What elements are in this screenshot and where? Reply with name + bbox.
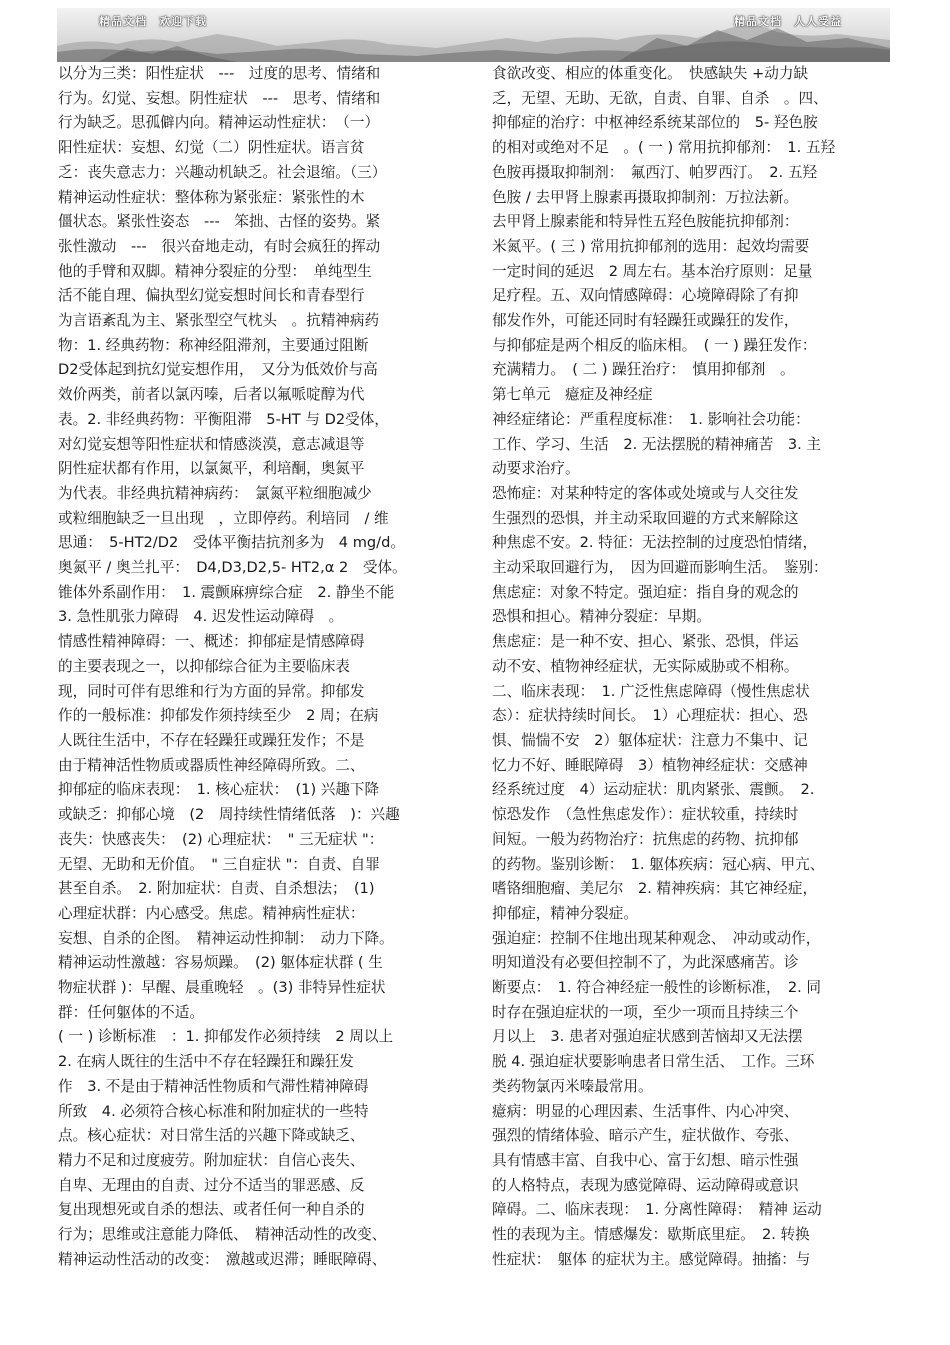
- text-line: 性症状： 躯体 的症状为主。感觉障碍。抽搐：与: [492, 1250, 811, 1268]
- text-line: 丧失：快感丧失： (2) 心理症状： " 三无症状 "：: [58, 830, 384, 848]
- text-line: 对幻觉妄想等阳性症状和情感淡漠，意志减退等: [58, 435, 365, 453]
- text-line: 郁发作外，可能还同时有轻躁狂或躁狂的发作，: [492, 312, 799, 330]
- text-line: 一定时间的延迟 2 周左右。基本治疗原则：足量: [492, 262, 813, 280]
- text-line: 精神运动性活动的改变： 激越或迟滞；睡眠障碍、: [58, 1250, 387, 1268]
- text-line: 效价两类，前者以氯丙嗪，后者以氟哌啶醇为代: [58, 386, 365, 404]
- text-line: 张性激动 --- 很兴奋地走动，有时会疯狂的挥动: [58, 237, 381, 255]
- text-line: 甚至自杀。 2. 附加症状：自责、自杀想法； (1): [58, 880, 375, 898]
- banner-right-caption: 精品文档 人人受益: [734, 15, 842, 28]
- text-line: 乏：丧失意志力：兴趣动机缺乏。社会退缩。（三）: [58, 163, 387, 181]
- text-line: 僵状态。紧张性姿态 --- 笨拙、古怪的姿势。紧: [58, 213, 381, 231]
- text-line: 2. 在病人既往的生活中不存在轻躁狂和躁狂发: [58, 1053, 354, 1071]
- text-line: 心理症状群：内心感受。焦虑。精神病性症状：: [58, 904, 365, 922]
- text-line: 情感性精神障碍：一、概述：抑郁症是情感障碍: [58, 633, 365, 651]
- text-line: 食欲改变、相应的体重变化。 快感缺失 +动力缺: [492, 65, 809, 82]
- text-line: 人既往生活中，不存在轻躁狂或躁狂发作；不是: [58, 731, 365, 749]
- text-line: 神经症绪论：严重程度标准： 1. 影响社会功能：: [492, 410, 810, 428]
- text-line: 二、临床表现： 1. 广泛性焦虑障碍（慢性焦虑状: [492, 682, 810, 700]
- text-line: 类药物氯丙米嗪最常用。: [492, 1077, 653, 1095]
- text-line: 精神运动性症状：整体称为紧张症：紧张性的木: [58, 188, 365, 206]
- text-line: 行为；思维或注意能力降低、 精神活动性的改变、: [58, 1226, 387, 1244]
- text-line: 或粒细胞缺乏一旦出现 ，立即停药。利培同 / 维: [58, 509, 389, 527]
- text-line: 断要点： 1. 符合神经症一般性的诊断标准， 2. 同: [492, 979, 821, 997]
- text-line: 强烈的情绪体验、暗示产生，症状做作、夸张、: [492, 1127, 799, 1145]
- text-line: 恐怖症：对某种特定的客体或处境或与人交往发: [492, 484, 799, 502]
- text-line: 精神运动性激越：容易烦躁。 (2) 躯体症状群 ( 生: [58, 954, 383, 972]
- text-line: 惊恐发作 （急性焦虑发作）：症状较重，持续时: [492, 806, 799, 824]
- text-line: 抑郁症，精神分裂症。: [492, 904, 638, 922]
- text-line: 以分为三类：阳性症状 --- 过度的思考、情绪和: [58, 65, 381, 82]
- text-line: 色胺再摄取抑制剂： 氟西汀、帕罗西汀。 2. 五羟: [492, 163, 818, 181]
- left-text-column: [58, 62, 460, 1272]
- text-line: D2受体起到抗幻觉妄想作用， 又分为低效价与高: [58, 361, 378, 379]
- text-line: 的主要表现之一，以抑郁综合征为主要临床表: [58, 657, 350, 675]
- text-line: 生强烈的恐惧，并主动采取回避的方式来解除这: [492, 509, 799, 527]
- text-line: 抑郁症的临床表现： 1. 核心症状： (1) 兴趣下降: [58, 781, 380, 799]
- text-line: 或缺乏：抑郁心境 (2 周持续性情绪低落 )：兴趣: [58, 806, 400, 824]
- text-line: 时存在强迫症状的一项，至少一项而且持续三个: [492, 1003, 799, 1021]
- text-line: 点。核心症状：对日常生活的兴趣下降或缺乏、: [58, 1127, 365, 1145]
- text-line: 癔病：明显的心理因素、生活事件、内心冲突、: [492, 1102, 799, 1120]
- text-line: 现，同时可伴有思维和行为方面的异常。抑郁发: [58, 682, 365, 700]
- text-line: 群：任何躯体的不适。: [58, 1003, 204, 1021]
- text-line: 第七单元 癔症及神经症: [492, 386, 653, 404]
- text-line: 的相对或绝对不足 。( 一 ) 常用抗抑郁剂： 1. 五羟: [492, 139, 836, 157]
- text-line: 障碍。二、临床表现： 1. 分离性障碍： 精神 运动: [492, 1201, 822, 1219]
- text-line: 妄想、自杀的企图。 精神运动性抑制： 动力下降。: [58, 929, 394, 947]
- text-line: 动不安、植物神经症状，无实际威胁或不相称。: [492, 657, 799, 675]
- text-line: 行为缺乏。思孤僻内向。精神运动性症状： （一）: [58, 114, 380, 132]
- text-line: 经系统过度 4）运动症状：肌肉紧张、震颤。 2.: [492, 781, 815, 799]
- text-line: 充满精力。 ( 二 ) 躁狂治疗： 慎用抑郁剂 。: [492, 361, 795, 379]
- text-line: 米氮平。( 三 ) 常用抗抑郁剂的选用：起效均需要: [492, 237, 810, 255]
- text-line: 3. 急性肌张力障碍 4. 迟发性运动障碍 。: [58, 608, 344, 626]
- text-line: 阴性症状都有作用，以氯氮平，利培酮，奥氮平: [58, 460, 365, 478]
- text-line: 与抑郁症是两个相反的临床相。 ( 一 ) 躁狂发作：: [492, 336, 817, 354]
- text-line: 嗜铬细胞瘤、美尼尔 2. 精神疾病：其它神经症，: [492, 880, 818, 898]
- text-line: 明知道没有必要但控制不了，为此深感痛苦。诊: [492, 954, 799, 972]
- text-line: 主动采取回避行为， 因为回避而影响生活。 鉴别：: [492, 559, 828, 577]
- text-line: 复出现想死或自杀的想法、或者任何一种自杀的: [58, 1201, 365, 1219]
- text-line: 作 3. 不是由于精神活性物质和气滞性精神障碍: [58, 1077, 369, 1095]
- text-line: 思通： 5-HT2/D2 受体平衡拮抗剂多为 4 mg/d。: [58, 534, 405, 552]
- text-line: 为代表。非经典抗精神病药： 氯氮平粒细胞减少: [58, 484, 372, 502]
- text-line: 抑郁症的治疗：中枢神经系统某部位的 5- 羟色胺: [492, 114, 818, 132]
- text-line: 工作、学习、生活 2. 无法摆脱的精神痛苦 3. 主: [492, 435, 822, 453]
- text-line: 精力不足和过度疲劳。附加症状：自信心丧失、: [58, 1151, 365, 1169]
- text-line: 的药物。鉴别诊断： 1. 躯体疾病：冠心病、甲亢、: [492, 855, 825, 873]
- text-line: 物症状群 )：早醒、晨重晚轻 。(3) 非特异性症状: [58, 979, 386, 997]
- text-line: 种焦虑不安。2. 特征：无法控制的过度恐怕情绪，: [492, 534, 818, 552]
- text-line: 锥体外系副作用： 1. 震颤麻痹综合症 2. 静坐不能: [58, 583, 395, 601]
- text-line: 自卑、无理由的自责、过分不适当的罪恶感、反: [58, 1176, 365, 1194]
- text-line: 惧、惴惴不安 2）躯体症状：注意力不集中、记: [492, 731, 808, 749]
- right-text-column: [492, 62, 896, 1272]
- text-line: 色胺 / 去甲肾上腺素再摄取抑制剂：万拉法新。: [492, 188, 799, 206]
- text-line: 恐惧和担心。精神分裂症：早期。: [492, 608, 711, 626]
- text-line: 动要求治疗。: [492, 460, 580, 478]
- text-line: 作的一般标准：抑郁发作须持续至少 2 周；在病: [58, 707, 379, 725]
- text-line: 物：1. 经典药物：称神经阻滞剂，主要通过阻断: [58, 336, 369, 354]
- text-line: 无望、无助和无价值。 " 三自症状 "：自责、自罪: [58, 855, 380, 873]
- text-line: 行为。幻觉、妄想。阴性症状 --- 思考、情绪和: [58, 89, 381, 107]
- text-line: 态）：症状持续时间长。 1）心理症状：担心、恐: [492, 707, 808, 725]
- text-line: 脱 4. 强迫症状要影响患者日常生活、 工作。三环: [492, 1053, 815, 1071]
- text-line: 足疗程。五、双向情感障碍：心境障碍除了有抑: [492, 287, 799, 305]
- header-banner: [57, 8, 890, 62]
- text-line: 强迫症：控制不住地出现某种观念、 冲动或动作，: [492, 929, 821, 947]
- text-line: 间短。一般为药物治疗：抗焦虑的药物、抗抑郁: [492, 830, 799, 848]
- text-line: 奥氮平 / 奥兰扎平： D4,D3,D2,5- HT2,α 2 受体。: [58, 559, 407, 577]
- text-line: 乏，无望、无助、无欲，自责、自罪、自杀 。四、: [492, 89, 828, 107]
- text-line: 所致 4. 必须符合核心标准和附加症状的一些特: [58, 1102, 369, 1120]
- text-line: 他的手臂和双脚。精神分裂症的分型： 单纯型生: [58, 262, 372, 280]
- text-line: 阳性症状：妄想、幻觉（二）阴性症状。语言贫: [58, 139, 365, 157]
- text-line: 活不能自理、偏执型幻觉妄想时间长和青春型行: [58, 287, 365, 305]
- text-line: 的人格特点，表现为感觉障碍、运动障碍或意识: [492, 1176, 799, 1194]
- text-line: 性的表现为主。情感爆发：歇斯底里症。 2. 转换: [492, 1226, 810, 1244]
- text-line: 具有情感丰富、自我中心、富于幻想、暗示性强: [492, 1151, 799, 1169]
- text-line: 月以上 3. 患者对强迫症状感到苦恼却又无法摆: [492, 1028, 803, 1046]
- text-line: 忆力不好、睡眠障碍 3）植物神经症状：交感神: [492, 756, 808, 774]
- text-line: 表。2. 非经典药物：平衡阻滞 5-HT 与 D2受体，: [58, 410, 389, 428]
- banner-left-caption: 精品文档 欢迎下载: [99, 15, 207, 28]
- text-line: 由于精神活性物质或器质性神经障碍所致。二、: [58, 756, 365, 774]
- text-line: 为言语紊乱为主、紧张型空气枕头 。抗精神病药: [58, 312, 380, 330]
- text-line: ( 一 ) 诊断标准 ：1. 抑郁发作必须持续 2 周以上: [58, 1028, 394, 1046]
- text-line: 去甲肾上腺素能和特异性五羟色胺能抗抑郁剂：: [492, 213, 799, 231]
- text-line: 焦虑症：是一种不安、担心、紧张、恐惧，伴运: [492, 633, 799, 651]
- text-line: 焦虑症：对象不特定。强迫症：指自身的观念的: [492, 583, 799, 601]
